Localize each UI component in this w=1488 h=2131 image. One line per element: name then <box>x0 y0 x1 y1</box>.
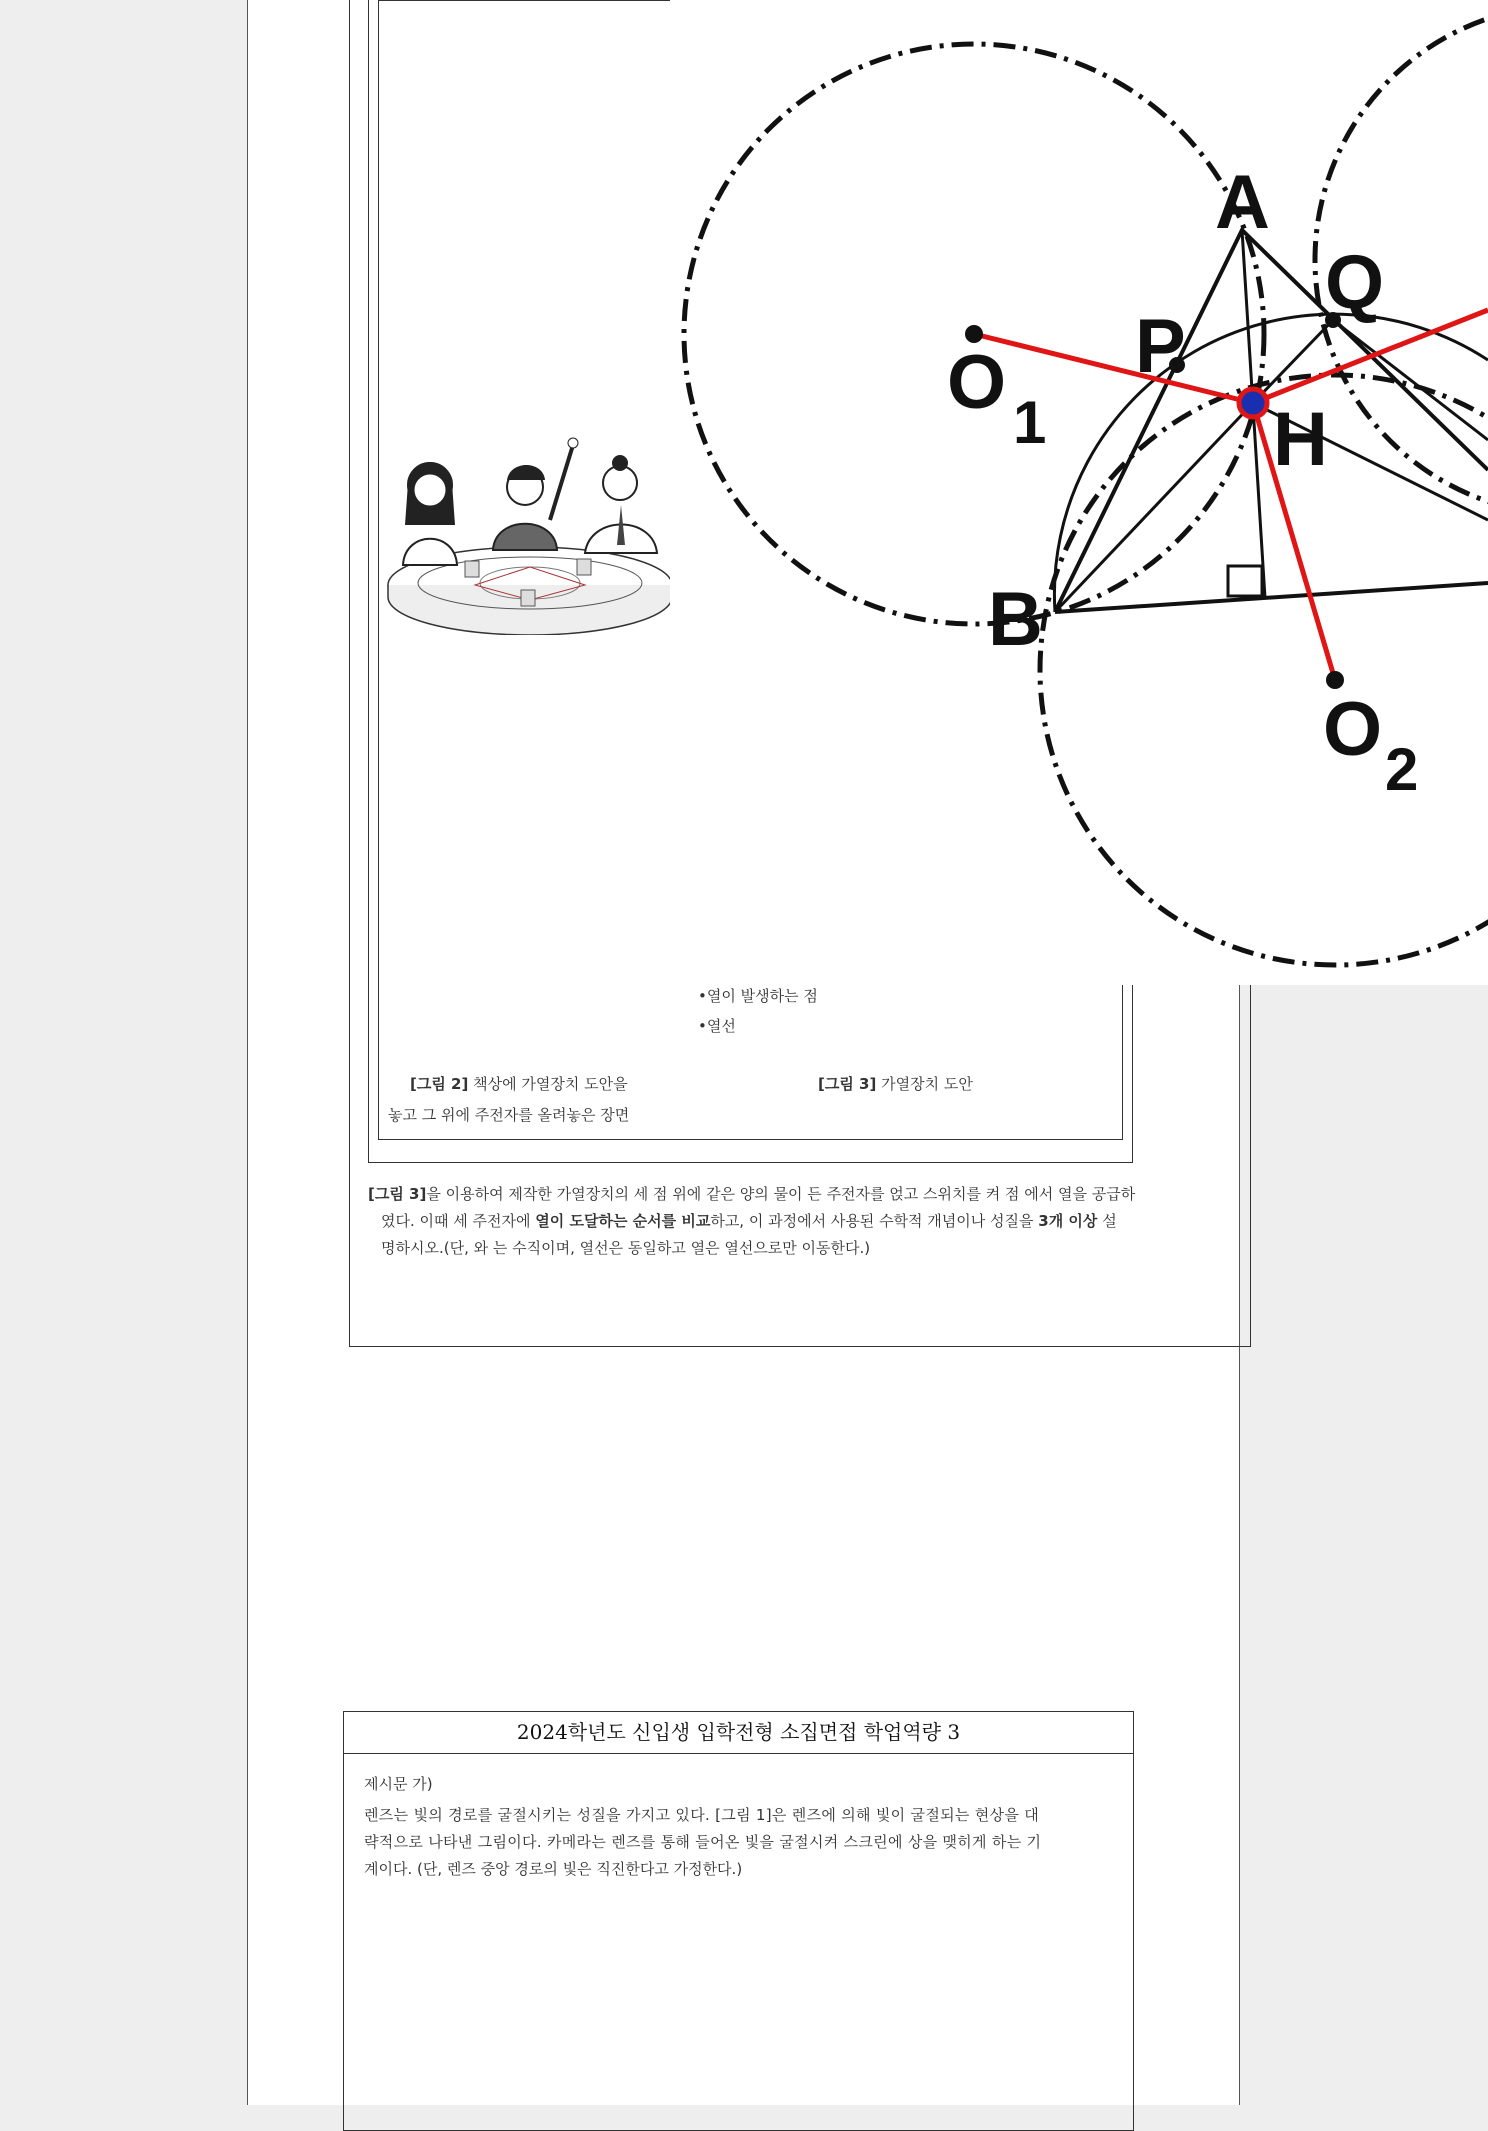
label-q: Q <box>1325 240 1385 325</box>
label-b: B <box>988 577 1043 662</box>
fig2-number: [그림 2] <box>410 1075 469 1093</box>
exam-title: 2024학년도 신입생 입학전형 소집면접 학업역량 3 <box>516 1720 961 1744</box>
fig3-caption <box>818 1071 973 1098</box>
fig2-caption-line2: 놓고 그 위에 주전자를 올려놓은 장면 <box>388 1106 630 1124</box>
question-text <box>368 1181 1248 1262</box>
passage-line-2: 략적으로 나타낸 그림이다. 카메라는 렌즈를 통해 들어온 빛을 굴절시켜 스크린에 상을 맺히게 하는 기 <box>364 1833 1042 1851</box>
question-line-2-a: 였다. 이때 세 주전자에 <box>381 1212 536 1230</box>
passage-line-1: 렌즈는 빛의 경로를 굴절시키는 성질을 가지고 있다. [그림 1]은 렌즈에 의해 빛이 굴절되는 현상을 대 <box>364 1806 1039 1824</box>
question-line-1-text: 을 이용하여 제작한 가열장치의 세 점 위에 같은 양의 물이 든 주전자를 얹고 스위치를 켜 점 에서 열을 공급하 <box>426 1185 1136 1203</box>
question-line-2 <box>368 1208 1248 1235</box>
label-a: A <box>1215 160 1270 245</box>
bullet-heat-wire: •열선 <box>698 1017 736 1035</box>
right-angle-mark <box>1228 566 1262 596</box>
exam-box <box>343 1711 1134 2131</box>
fig3-number: [그림 3] <box>818 1075 877 1093</box>
fig2-caption-text: 책상에 가열장치 도안을 <box>473 1075 628 1093</box>
question-fig-ref: [그림 3] <box>368 1185 427 1203</box>
label-o1: O <box>947 340 1007 425</box>
passage-line-3: 계이다. (단, 렌즈 중앙 경로의 빛은 직진한다고 가정한다.) <box>364 1860 743 1878</box>
fig2-caption-line1 <box>410 1071 628 1098</box>
label-o2: O <box>1323 687 1383 772</box>
label-o2-subscript: 2 <box>1385 736 1419 803</box>
bullet-heat-point: •열이 발생하는 점 <box>698 987 818 1005</box>
label-p: P <box>1135 304 1186 389</box>
question-line-2-e: 설 <box>1097 1212 1117 1230</box>
question-line-3: 명하시오.(단, 와 는 수직이며, 열선은 동일하고 열은 열선으로만 이동한다.) <box>381 1239 871 1257</box>
circle-o2 <box>1040 375 1488 965</box>
label-h: H <box>1273 397 1328 482</box>
question-emphasis-2: 3개 이상 <box>1038 1212 1098 1230</box>
question-line-1 <box>368 1181 1248 1208</box>
passage-label: 제시문 가) <box>364 1775 433 1793</box>
fig3-caption-text: 가열장치 도안 <box>881 1075 973 1093</box>
point-h <box>1239 389 1267 417</box>
question-emphasis-1: 열이 도달하는 순서를 비교 <box>535 1212 711 1230</box>
triangle-edges <box>1055 230 1488 612</box>
students-illustration <box>385 435 675 635</box>
geometry-diagram <box>670 0 1488 985</box>
label-o1-subscript: 1 <box>1013 389 1047 456</box>
passage-text <box>364 1802 1124 1883</box>
question-line-2-c: 하고, 이 과정에서 사용된 수학적 개념이나 성질을 <box>710 1212 1039 1230</box>
